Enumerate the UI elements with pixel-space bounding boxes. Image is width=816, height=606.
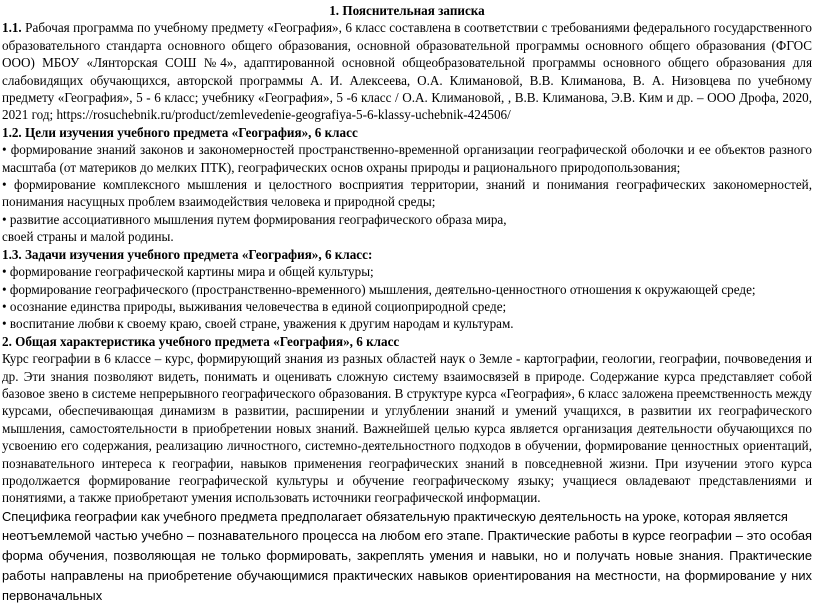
- section-1-1-paragraph: [2, 19, 812, 123]
- document-title: 1. Пояснительная записка: [329, 3, 485, 18]
- section-2-paragraph: Курс географии в 6 классе – курс, формирующий знания из разных областей наук о Земле - картографии, геологии, географии, почвоведения и др. Эти знания позволяют видеть, понимать и оценивать сложную систему взаимосвязей в природе. Содержание курса представляет собой базовое звено в системе непрерывного географического образования. В структуре курса «География», 6 класс заложена преемственность между курсами, обеспечивающая динамизм в развитии, расширении и углублении знаний и умений учащихся, в развитии их географического мышления, самостоятельности в приобретении новых знаний. Важнейшей целью курса является организация деятельности обучающихся по усвоению его содержания, реализацию личностного, системно-деятельностного подходов в обучении, формирование ценностных ориентаций, познавательного интереса к географии, навыков применения географических знаний в повседневной жизни. При изучении этого курса продолжается формирование географической культуры и обучение географическому языку; учащиеся овладевают представлениями и понятиями, а также приобретают умения использовать источники географической информации.: [2, 351, 812, 506]
- document-page: [2, 2, 812, 606]
- specifics-first-line: Специфика географии как учебного предмета предполагает обязательную практическую деятельность на уроке, которая является: [2, 508, 788, 524]
- specifics-paragraph: неотъемлемой частью учебно – познавательного процесса на любом его этапе. Практические работы в курсе географии – это особая форма обучения, позволяющая не только формировать, закреплять умения и навыки, но и получать новые знания. Практические работы направлены на приобретение обучающимися практических навыков ориентирования на местности, на формирование у них первоначальных: [2, 527, 812, 603]
- goal-item-continuation: своей страны и малой родины.: [2, 229, 174, 245]
- task-item: • осознание единства природы, выживания человечества в единой социоприродной среде;: [2, 298, 507, 314]
- section-1-3-heading: 1.3. Задачи изучения учебного предмета «География», 6 класс:: [2, 246, 373, 262]
- goal-item: • формирование комплексного мышления и целостного восприятия территории, знаний и понимания географических закономерностей, понимания насущных проблем взаимодействия человека и природной среды;: [2, 177, 812, 210]
- task-item: • формирование географической картины мира и общей культуры;: [2, 264, 374, 280]
- task-item: • воспитание любви к своему краю, своей стране, уважения к другим народам и культурам.: [2, 316, 514, 332]
- goal-item: • развитие ассоциативного мышления путем формирования географического образа мира,: [2, 211, 507, 227]
- task-item: • формирование географического (пространственно-временного) мышления, деятельно-ценностного отношения к окружающей среде;: [2, 281, 756, 297]
- section-1-2-heading: 1.2. Цели изучения учебного предмета «География», 6 класс: [2, 124, 358, 140]
- section-1-1-text: Рабочая программа по учебному предмету «География», 6 класс составлена в соответствии с требованиями федерального государственного образовательного стандарта основного общего образования, основной образовательной программы основного общего образования (ФГОС ООО) МБОУ «Лянторская СОШ №4», адаптированной основной общеобразовательной программы основного общего образования для слабовидящих обучающихся, авторской программы А. И. Алексеева, О.А. Климановой, В.В. Климанова, В. А. Низовцева по учебному предмету «География», 5 - 6 класс; учебнику «География», 5 -6 класс / О.А. Климановой, , В.В. Климанова, Э.В. Ким и др. – ООО Дрофа, 2020, 2021 год; https://rosuchebnik.ru/product/zemlevedenie-geografiya-5-6-klassy-uchebnik-424506/: [2, 20, 812, 123]
- goal-item: • формирование знаний законов и закономерностей пространственно-временной организации географической оболочки и ее объектов разного масштаба (от материков до мелких ПТК), географических основ охраны природы и рационального природопользования;: [2, 142, 812, 175]
- section-1-1-number: 1.1.: [2, 20, 22, 36]
- section-2-heading: 2. Общая характеристика учебного предмета «География», 6 класс: [2, 333, 400, 349]
